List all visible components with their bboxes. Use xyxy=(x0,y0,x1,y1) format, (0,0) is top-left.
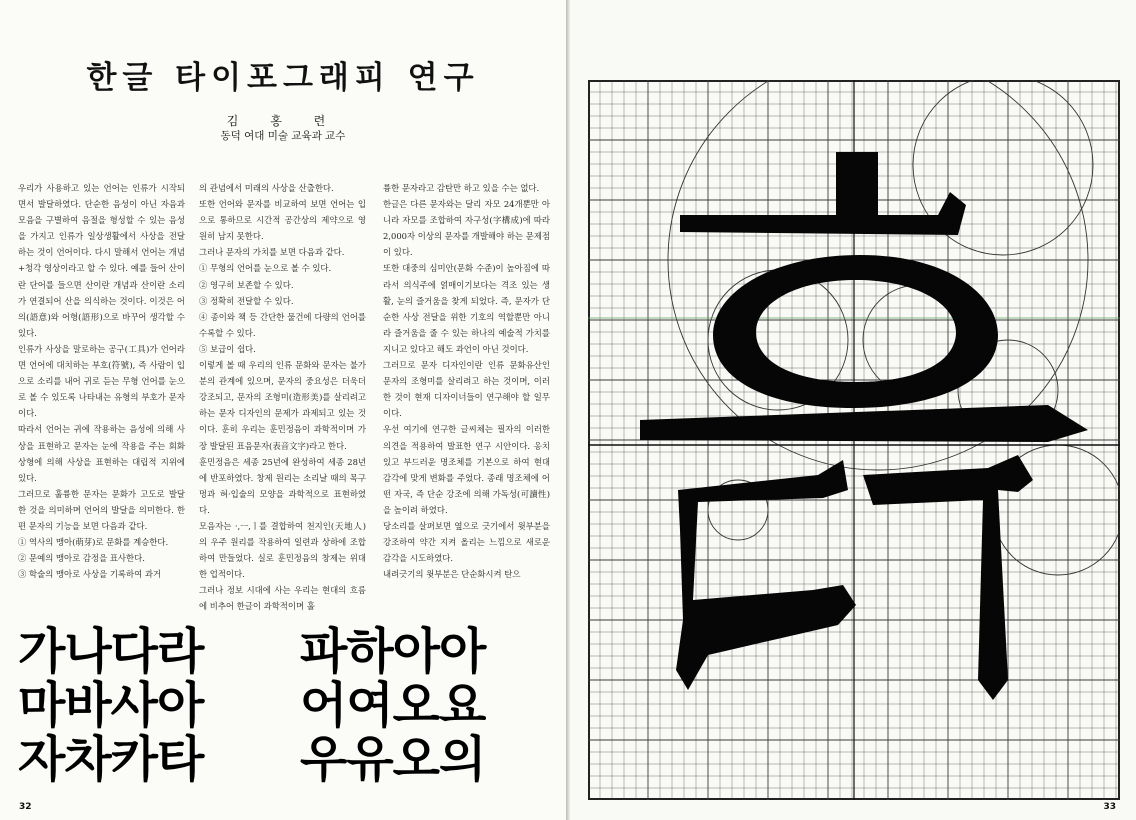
glyph-stroke-top-dot xyxy=(836,152,878,215)
paragraph: ④ 종이와 책 등 간단한 물건에 다량의 언어를 수록할 수 있다. xyxy=(199,311,366,338)
text-column-3 xyxy=(383,180,550,582)
font-sample-row: 자차카타 xyxy=(18,731,204,788)
paragraph: ① 역사의 맹아(萌芽)로 문화를 계승한다. xyxy=(18,537,169,548)
font-sample-row: 마바사아 xyxy=(18,677,204,734)
font-sample-row: 어여오요 xyxy=(300,677,486,734)
paragraph: ② 문예의 맹아로 감정을 표사한다. xyxy=(18,553,145,564)
paragraph: ③ 정확히 전달할 수 있다. xyxy=(199,295,294,306)
paragraph: ⑤ 보급이 쉽다. xyxy=(199,343,256,354)
paragraph: 인류가 사상을 말로하는 공구(工具)가 언어라면 언어에 대치하는 부호(符號), 즉 사람이 입으로 소리를 내어 귀로 듣는 무형 언어를 눈으로 볼 수 있도록 나타내는 유형의 부호가 문자이다. xyxy=(18,343,185,419)
paragraph: 그러므로 훌륭한 문자는 문화가 고도로 발달한 것을 의미하며 언어의 발달을 의미한다. 한편 문자의 기능을 보면 다음과 같다. xyxy=(18,488,185,531)
glyph-stroke-top-bar xyxy=(680,192,966,235)
text-column-1 xyxy=(18,180,185,582)
paragraph: 우리가 사용하고 있는 언어는 인류가 시작되면서 발달하였다. 단순한 음성이 아닌 자음과 모음을 구별하여 음절을 형성할 수 있는 음성을 가지고 인류가 일상생활에서 사상을 전달하는 것이 언어이다. 다시 말해서 언어는 개념+청각 영상이라고 할 수 있다. 예를 들어 산이란 단어를 들으면 산이란 개념과 산이란 소리가 연결되어 산을 의식하는 것이다. 이것은 어의(語意)와 어형(語形)으로 바꾸어 생각할 수 있다. xyxy=(18,183,185,338)
paragraph: 훈민정음은 세종 25년에 완성하여 세종 28년에 반포하였다. 창제 원리는 소리날 때의 목구멍과 혀·입술의 모양을 과학적으로 표현하였다. xyxy=(199,456,366,515)
font-sample-row: 우유오의 xyxy=(300,731,486,788)
paragraph: 따라서 언어는 귀에 작용하는 음성에 의해 사상을 표현하고 문자는 눈에 작용을 주는 회화 상형에 의해 사상을 표현하는 대립적 지위에 있다. xyxy=(18,424,185,483)
paragraph: 한글은 다른 문자와는 달리 자모 24개뿐만 아니라 자모를 조합하여 자구성(字構成)에 따라 2,000자 이상의 문자를 개발해야 하는 문제점이 있다. xyxy=(383,199,550,258)
paragraph: 의 관념에서 미래의 사상을 산출한다. xyxy=(199,183,334,193)
paragraph: 당소리를 살펴보면 옆으로 긋기에서 윗부분을 강조하여 약간 지켜 올리는 느낌으로 새로운 감각을 시도하였다. xyxy=(383,520,550,564)
paragraph: 모음자는 ·,ㅡ,ㅣ를 결합하여 천지인(天地人)의 우주 원리를 작용하여 일련과 상하에 조합하여 만들었다. 실로 훈민정음의 창제는 위대한 업적이다. xyxy=(199,520,366,580)
paragraph: 이렇게 볼 때 우리의 인류 문화와 문자는 불가분의 관계에 있으며, 문자의 중요성은 더욱더 강조되고, 문자의 조형미(造形美)를 살리려고 하는 문자 디자인의 문제가 과제되고 있는 것이다. 훈히 우리는 훈민정음이 과학적이며 가장 발달된 표음문자(表音文字)라고 한다. xyxy=(199,360,366,451)
paragraph: ③ 학술의 맹아로 사상을 기록하여 과거 xyxy=(18,569,162,580)
article-title: 한글 타이포그래피 연구 xyxy=(86,60,480,96)
paragraph: 그러나 정보 시대에 사는 우리는 현대의 흐름에 비추어 한글이 과학적이며 훌 xyxy=(199,585,366,612)
paragraph: ① 무형의 언어를 눈으로 볼 수 있다. xyxy=(199,263,332,274)
glyph-stroke-circle xyxy=(713,255,998,408)
text-column-2 xyxy=(199,180,366,615)
paragraph: 그러나 문자의 가치를 보면 다음과 같다. xyxy=(199,247,345,258)
paragraph: ② 영구히 보존할 수 있다. xyxy=(199,279,294,290)
paragraph: 륭한 문자라고 감탄만 하고 있을 수는 없다. xyxy=(383,183,540,193)
right-page xyxy=(570,0,1136,820)
font-sample-block-left xyxy=(18,625,203,787)
paragraph: 또한 언어와 문자를 비교하여 보면 언어는 입으로 통하므로 시간적 공간상의 제약으로 영원히 남지 못한다. xyxy=(199,199,366,242)
font-sample-row: 파하아아 xyxy=(300,623,486,680)
left-page xyxy=(0,0,566,820)
paragraph: 그러므로 문자 디자인이란 인류 문화유산인 문자의 조형미를 살리려고 하는 것이며, 이러한 것이 현재 디자이너들이 연구해야 할 일무이다. xyxy=(383,360,550,419)
page-number-left: 32 xyxy=(19,802,32,812)
font-sample-block-right xyxy=(300,625,485,787)
author-name: 김 홍 련 xyxy=(226,114,340,128)
grid-paper-illustration xyxy=(588,80,1120,800)
paragraph: 우선 여기에 연구한 글씨체는 필자의 이러한 의견을 적용하여 발표한 연구 시안이다. 옹치 있고 부드러운 명조체를 기본으로 하여 현대 감각에 맞게 변화를 주었다. 종래 명조체에 어떤 자국, 즉 단순 강조에 의해 가독성(可讀性)을 높이려 하였다. xyxy=(383,424,550,515)
paragraph: 내려긋기의 윗부분은 단순화시켜 탄으 xyxy=(383,569,521,580)
design-grid xyxy=(588,80,1120,800)
author-affiliation: 동덕 여대 미술 교육과 교수 xyxy=(220,130,346,142)
page-number-right: 33 xyxy=(1103,802,1116,812)
paragraph: 또한 대중의 심미안(문화 수준)이 높아짐에 따라서 의식주에 얽매이기보다는 격조 있는 생활, 눈의 즐거움을 찾게 되었다. 즉, 문자가 단순한 사상 전달을 위한 기호의 역할뿐만 아니라 즐거움을 줄 수 있는 하나의 예술적 가치를 지니고 있다고 해도 과언이 아닌 것이다. xyxy=(383,263,550,354)
glyph-stroke-lower-left xyxy=(676,460,856,690)
font-sample-row: 가나다라 xyxy=(18,623,204,680)
